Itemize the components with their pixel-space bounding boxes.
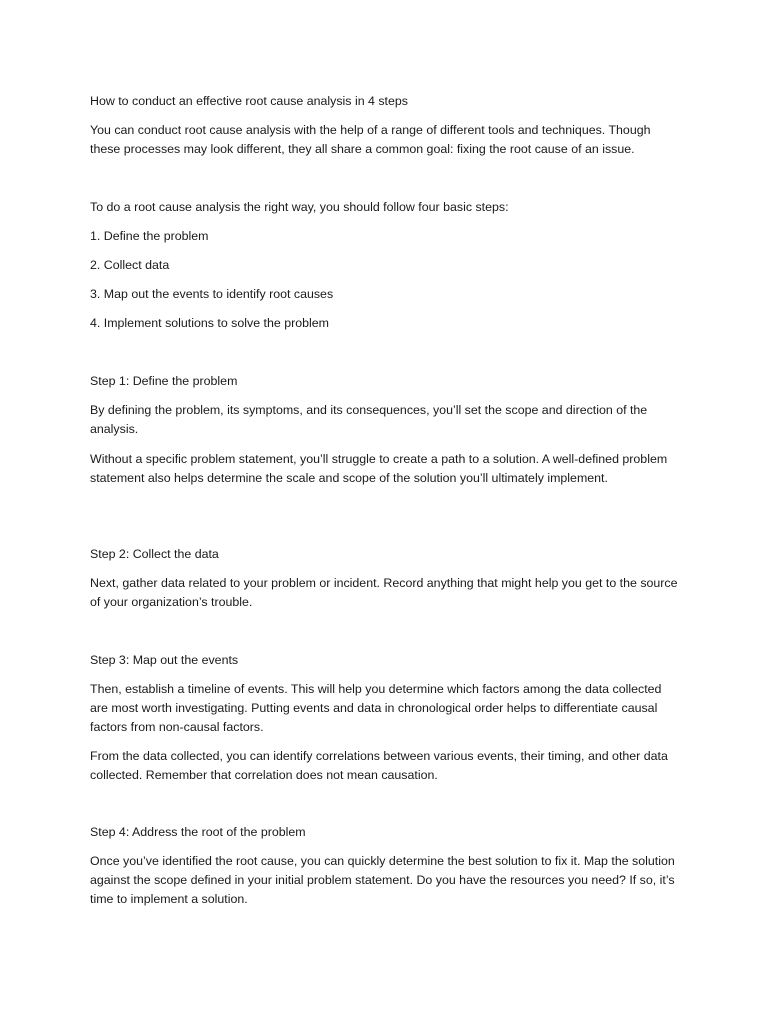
- steps-intro-paragraph: To do a root cause analysis the right way, you should follow four basic steps:: [90, 200, 509, 214]
- steps-list-item-2: 2. Collect data: [90, 258, 170, 272]
- step2-heading: Step 2: Collect the data: [90, 547, 219, 561]
- steps-list-item-1: 1. Define the problem: [90, 229, 209, 243]
- step1-paragraph-1: By defining the problem, its symptoms, and its consequences, you’ll set the scope and direction of the analysis.: [90, 403, 648, 436]
- step4-paragraph-1: Once you’ve identified the root cause, you can quickly determine the best solution to fix it. Map the solution against the scope defined in your initial problem statement. Do you have the resources you need? If so, it’s time to implement a solution.: [90, 854, 675, 906]
- step3-paragraph-1: Then, establish a timeline of events. This will help you determine which factors among the data collected are most worth investigating. Putting events and data in chronological order helps to differentiate causal factors from non-causal factors.: [90, 682, 662, 734]
- steps-list-item-3: 3. Map out the events to identify root causes: [90, 287, 334, 301]
- intro-paragraph: You can conduct root cause analysis with the help of a range of different tools and techniques. Though these processes may look different, they all share a common goal: fixing the root cause of an issue.: [90, 123, 651, 156]
- step3-heading: Step 3: Map out the events: [90, 653, 239, 667]
- steps-list-item-4: 4. Implement solutions to solve the problem: [90, 316, 329, 330]
- step1-heading: Step 1: Define the problem: [90, 374, 238, 388]
- step4-heading: Step 4: Address the root of the problem: [90, 825, 306, 839]
- step2-paragraph-1: Next, gather data related to your problem or incident. Record anything that might help you get to the source of your organization’s trouble.: [90, 576, 678, 609]
- document-title: How to conduct an effective root cause analysis in 4 steps: [90, 94, 408, 108]
- step3-paragraph-2: From the data collected, you can identify correlations between various events, their timing, and other data collected. Remember that correlation does not mean causation.: [90, 749, 668, 782]
- step1-paragraph-2: Without a specific problem statement, you’ll struggle to create a path to a solution. A well-defined problem statement also helps determine the scale and scope of the solution you’ll ultimately implement.: [90, 452, 668, 485]
